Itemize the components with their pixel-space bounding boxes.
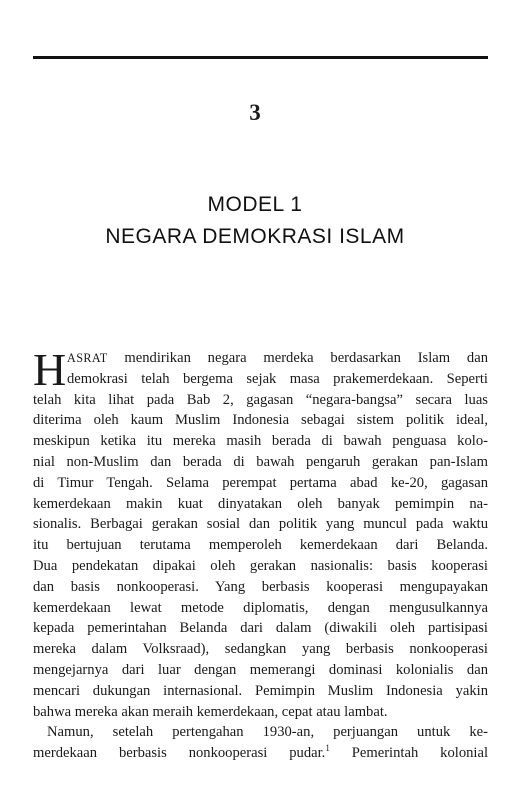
body-line: nial non-Muslim dan berada di bawah pengaruh gerakan pan-Islam: [33, 453, 488, 470]
body-line: mereka dalam Volksraad), sedangkan yang berbasis nonkooperasi: [33, 641, 488, 658]
body-line: kemerdekaan makin kuat dinyatakan oleh banyak pemimpin na-: [33, 495, 488, 512]
body-line: demokrasi telah bergema sejak masa prakemerdekaan. Seperti: [67, 370, 488, 387]
footnote-reference: 1: [325, 743, 330, 754]
body-line: di Timur Tengah. Selama perempat pertama abad ke-20, gagasan: [33, 474, 488, 491]
chapter-title-line-2: NEGARA DEMOKRASI ISLAM: [105, 225, 405, 248]
body-line: bahwa mereka akan meraih kemerdekaan, cepat atau lambat.: [33, 703, 388, 720]
body-line: itu bertujuan terutama memperoleh kemerdekaan dari Belanda.: [33, 537, 488, 554]
body-line: dan basis nonkooperasi. Yang berbasis kooperasi mengupayakan: [33, 578, 488, 595]
body-line-text: Pemerintah kolonial: [329, 745, 489, 762]
body-line-text: merdekaan berbasis nonkooperasi pudar.: [33, 745, 326, 762]
body-line-text: mendirikan negara merdeka berdasarkan Islam dan: [107, 350, 488, 366]
body-line: [33, 743, 488, 764]
chapter-number: 3: [249, 100, 261, 125]
body-line: diterima oleh kaum Muslim Indonesia sebagai sistem politik ideal,: [33, 412, 488, 429]
drop-cap: H: [33, 344, 67, 395]
body-line: [33, 348, 488, 369]
body-line: Dua pendekatan dipakai oleh gerakan nasionalis: basis kooperasi: [33, 557, 488, 574]
top-rule: [33, 56, 488, 59]
body-line: mencari dukungan internasional. Pemimpin Muslim Indonesia yakin: [33, 682, 488, 699]
body-line: mengejarnya dari luar dengan memerangi dominasi kolonialis dan: [33, 661, 488, 678]
body-line: meskipun ketika itu mereka masih berada di bawah penguasa kolo-: [33, 433, 488, 450]
body-line: kepada pemerintahan Belanda dari dalam (diwakili oleh partisipasi: [33, 620, 488, 637]
body-line: sionalis. Berbagai gerakan sosial dan politik yang muncul pada waktu: [33, 516, 488, 533]
body-line: kemerdekaan lewat metode diplomatis, dengan mengusulkannya: [33, 599, 488, 616]
body-line: telah kita lihat pada Bab 2, gagasan “negara-bangsa” secara luas: [33, 391, 488, 408]
small-caps-word: ASRAT: [67, 351, 108, 365]
body-text: [33, 344, 489, 764]
body-line: Namun, setelah pertengahan 1930-an, perjuangan untuk ke-: [47, 724, 488, 741]
chapter-title-line-1: MODEL 1: [207, 193, 303, 216]
